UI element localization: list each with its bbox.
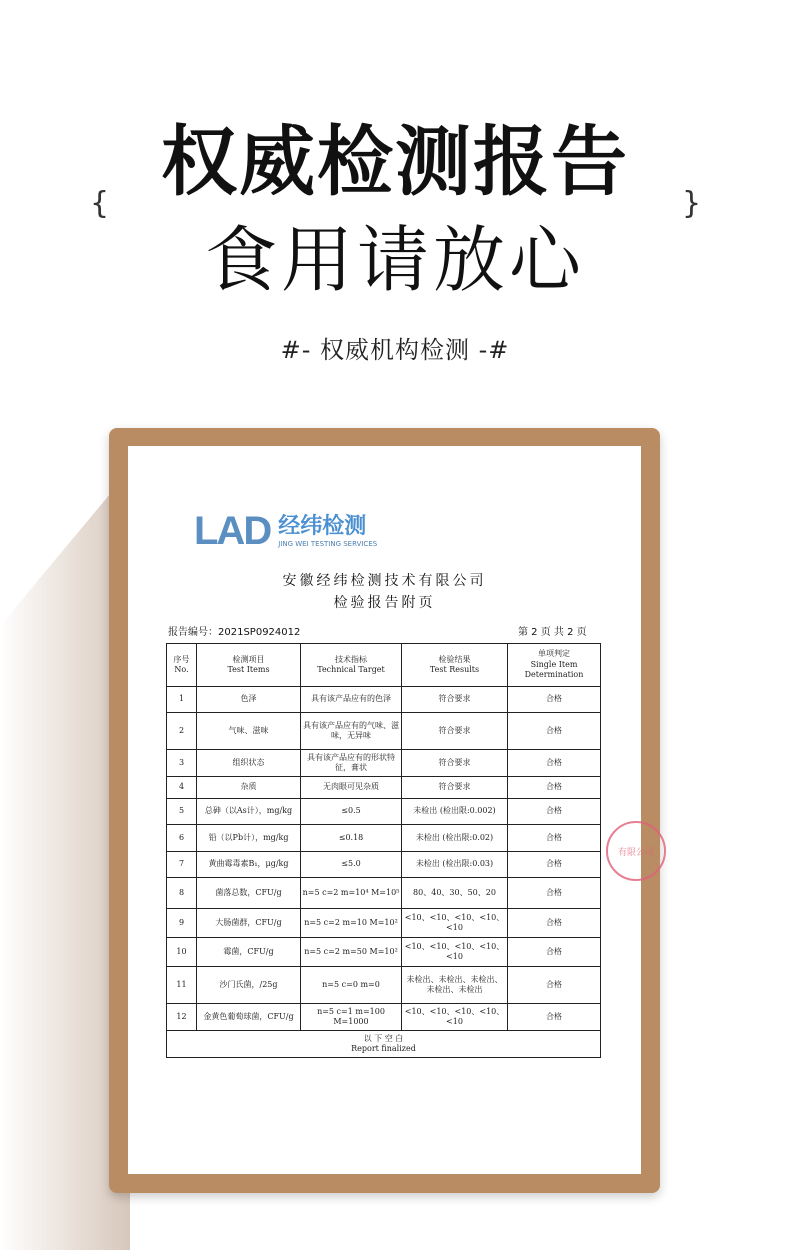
table-cell: 5 [167, 799, 197, 825]
column-header-en: Single Item Determination [524, 659, 584, 680]
table-cell: 9 [167, 909, 197, 938]
table-row [167, 909, 601, 938]
table-cell: 8 [167, 878, 197, 909]
table-row [167, 852, 601, 878]
table-cell: 7 [167, 852, 197, 878]
table-row [167, 713, 601, 750]
table-cell: 合格 [508, 852, 601, 878]
table-cell: 金黄色葡萄球菌，CFU/g [197, 1004, 301, 1031]
table-cell: 12 [167, 1004, 197, 1031]
column-header [508, 644, 601, 687]
table-cell: 合格 [508, 799, 601, 825]
table-cell: 3 [167, 750, 197, 777]
table-cell: 1 [167, 687, 197, 713]
report-number: 报告编号：2021SP0924012 [168, 627, 301, 638]
table-cell: 具有该产品应有的色泽 [301, 687, 402, 713]
table-row [167, 799, 601, 825]
column-header-en: Technical Target [317, 665, 385, 674]
table-cell: n=5 c=2 m=50 M=10² [301, 938, 402, 967]
table-row [167, 938, 601, 967]
logo-en: JING WEI TESTING SERVICES [278, 539, 378, 548]
table-cell: <10、<10、<10、<10、<10 [402, 909, 508, 938]
table-cell: 未检出 (检出限:0.02) [402, 825, 508, 852]
column-header [402, 644, 508, 687]
table-row [167, 878, 601, 909]
column-header-en: Test Results [429, 665, 480, 674]
column-header-cn: 序号 [173, 654, 190, 664]
column-header-cn: 单项判定 [538, 649, 570, 659]
table-cell: 合格 [508, 878, 601, 909]
table-cell: 具有该产品应有的形状特征，膏状 [301, 750, 402, 777]
table-cell: 2 [167, 713, 197, 750]
table-cell: n=5 c=0 m=0 [301, 967, 402, 1004]
column-header-cn: 检测项目 [232, 654, 265, 664]
table-cell: 10 [167, 938, 197, 967]
table-cell: 符合要求 [402, 777, 508, 799]
table-cell: 合格 [508, 1004, 601, 1031]
right-brace: } [682, 186, 702, 221]
table-row [167, 1004, 601, 1031]
table-cell: <10、<10、<10、<10、<10 [402, 1004, 508, 1031]
table-cell: n=5 c=1 m=100 M=1000 [301, 1004, 402, 1031]
table-cell: ≤5.0 [301, 852, 402, 878]
column-header [197, 644, 301, 687]
headline-title: 权威检测报告 [161, 117, 629, 206]
footer-cn: 以 下 空 白 [363, 1033, 404, 1043]
table-cell: 大肠菌群，CFU/g [197, 909, 301, 938]
table-cell: 黄曲霉毒素B₁，μg/kg [197, 852, 301, 878]
tagline: #- 权威机构检测 -# [280, 336, 510, 364]
table-row [167, 750, 601, 777]
column-header-en: Test Items [227, 665, 270, 674]
table-cell: n=5 c=2 m=10 M=10² [301, 909, 402, 938]
column-header-cn: 检验结果 [438, 654, 471, 664]
table-cell: 色泽 [197, 687, 301, 713]
table-cell: 未检出、未检出、未检出、未检出、未检出 [402, 967, 508, 1004]
table-row [167, 687, 601, 713]
table-cell: 符合要求 [402, 687, 508, 713]
table-footer [167, 1031, 601, 1058]
column-header [301, 644, 402, 687]
logo-text [278, 514, 377, 549]
table-cell: 符合要求 [402, 713, 508, 750]
table-cell: 气味、滋味 [197, 713, 301, 750]
column-header [167, 644, 197, 687]
table-cell: 合格 [508, 750, 601, 777]
table-cell: 无肉眼可见杂质 [301, 777, 402, 799]
column-header-cn: 技术指标 [335, 654, 367, 664]
report-page [128, 446, 654, 1174]
table-cell: 具有该产品应有的气味、滋味，无异味 [301, 713, 402, 750]
logo-mark: LAD [194, 509, 271, 553]
table-cell: 6 [167, 825, 197, 852]
company-logo [194, 508, 377, 554]
table-cell: ≤0.5 [301, 799, 402, 825]
table-cell: n=5 c=2 m=10⁴ M=10⁵ [301, 878, 402, 909]
results-table [166, 643, 601, 1058]
table-cell: 未检出 (检出限:0.03) [402, 852, 508, 878]
document-title: 检验报告附页 [333, 595, 436, 611]
table-cell: 合格 [508, 687, 601, 713]
table-cell: 合格 [508, 825, 601, 852]
table-cell: 合格 [508, 938, 601, 967]
page-indicator: 第 2 页 共 2 页 [518, 627, 587, 638]
table-cell: 杂质 [197, 777, 301, 799]
table-cell: 未检出 (检出限:0.002) [402, 799, 508, 825]
table-row [167, 967, 601, 1004]
table-cell: 合格 [508, 909, 601, 938]
table-cell: ≤0.18 [301, 825, 402, 852]
table-cell: 11 [167, 967, 197, 1004]
document-frame [109, 428, 660, 1193]
table-cell: 铅（以Pb计），mg/kg [197, 825, 301, 852]
table-cell: 组织状态 [197, 750, 301, 777]
table-cell: 合格 [508, 967, 601, 1004]
logo-cn: 经纬检测 [278, 513, 367, 539]
table-row [167, 825, 601, 852]
table-cell: 合格 [508, 713, 601, 750]
official-stamp: 有限公司 [606, 821, 666, 881]
left-brace: { [90, 186, 110, 221]
company-name: 安徽经纬检测技术有限公司 [282, 573, 487, 589]
table-cell: 符合要求 [402, 750, 508, 777]
table-cell: <10、<10、<10、<10、<10 [402, 938, 508, 967]
table-cell: 4 [167, 777, 197, 799]
table-cell: 80、40、30、50、20 [402, 878, 508, 909]
footer-cell [167, 1031, 601, 1058]
headline-subtitle: 食用请放心 [204, 218, 585, 302]
table-cell: 菌落总数，CFU/g [197, 878, 301, 909]
footer-en: Report finalized [351, 1044, 416, 1053]
table-row [167, 777, 601, 799]
table-cell: 总砷（以As计），mg/kg [197, 799, 301, 825]
column-header-en: No. [174, 665, 189, 674]
table-cell: 合格 [508, 777, 601, 799]
table-cell: 沙门氏菌，/25g [197, 967, 301, 1004]
table-cell: 霉菌，CFU/g [197, 938, 301, 967]
